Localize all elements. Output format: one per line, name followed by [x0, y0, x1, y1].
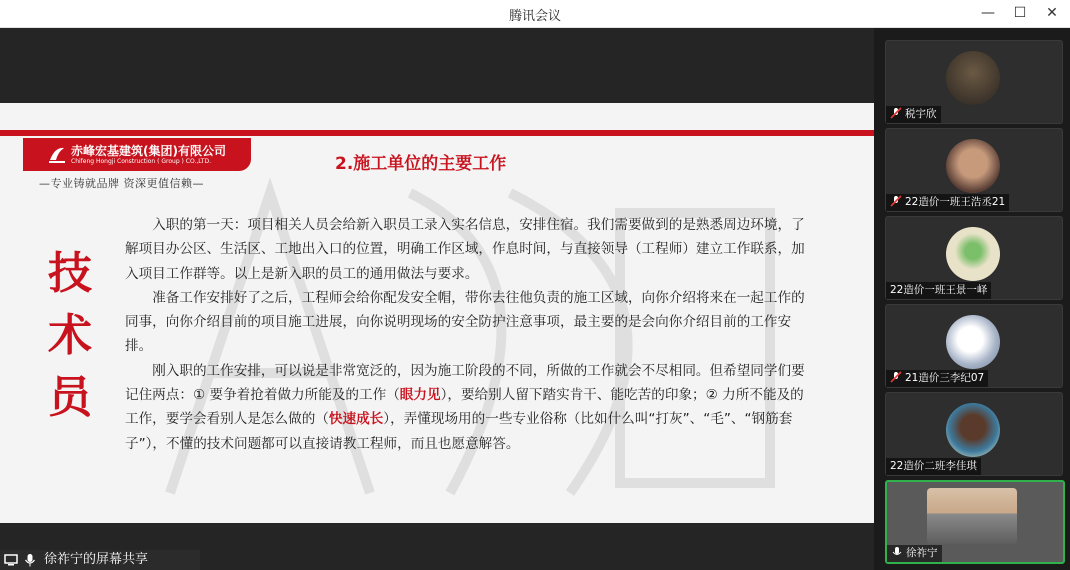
participant-tile[interactable] [885, 216, 1063, 300]
slide-header-line [0, 130, 874, 136]
slide-title: 2.施工单位的主要工作 [335, 154, 507, 174]
avatar [946, 403, 1000, 457]
paragraph-2: 准备工作安排好了之后，工程师会给你配发安全帽，带你去往他负责的施工区域，向你介绍将来在一起工作的同事，向你介绍目前的项目施工进展，向你说明现场的安全防护注意事项，最主要的是会向你介绍目前的工作安排。 [125, 289, 805, 355]
participant-name: 21造价三李纪07 [905, 372, 985, 384]
participant-tile[interactable] [885, 40, 1063, 124]
participant-panel [874, 28, 1070, 570]
avatar [946, 315, 1000, 369]
window-title: 腾讯会议 [508, 9, 561, 24]
minimize-button[interactable]: — [981, 5, 995, 21]
company-name-en: Chifeng Hongji Construction ( Group ) CO.,LTD. [71, 158, 211, 165]
close-button[interactable]: ✕ [1046, 5, 1058, 21]
participant-tile[interactable] [885, 128, 1063, 212]
paragraph-3: 刚入职的工作安排，可以说是非常宽泛的，因为施工阶段的不同，所做的工作就会不尽相同。但希望同学们要记住两点：① 要争着抢着做力所能及的工作（眼力见），要给别人留下踏实肯干、能吃苦的印象；② 力所不能及的工作，要学会看别人是怎么做的（快速成长），弄懂现场用的一些专业俗称（比如什么叫“打灰”、“毛”、“钢筋套子”），不懂的技术问题都可以直接请教工程师，而且也愿意解答。 [125, 362, 805, 452]
company-logo [23, 138, 251, 171]
avatar [927, 488, 1017, 544]
participant-name: 税宇欣 [905, 108, 937, 120]
screen-icon [4, 554, 18, 566]
avatar [946, 51, 1000, 105]
avatar [946, 227, 1000, 281]
microphone-icon [24, 553, 36, 567]
avatar [946, 139, 1000, 193]
screen-share-label[interactable] [0, 550, 200, 570]
mic-muted-icon [890, 371, 902, 383]
share-label-text: 徐祚宁的屏幕共享 [44, 552, 149, 567]
presentation-slide [0, 103, 874, 523]
participant-tile[interactable] [885, 304, 1063, 388]
highlight-2: 快速成长 [328, 411, 384, 428]
participant-name: 22造价一班王景一峄 [890, 284, 988, 296]
mic-muted-icon [890, 195, 902, 207]
participant-tile[interactable] [885, 392, 1063, 476]
paragraph-1: 入职的第一天：项目相关人员会给新入职员工录入实名信息，安排住宿。我们需要做到的是熟悉周边环境，了解项目办公区、生活区、工地出入口的位置，明确工作区域，作息时间，与直接领导（工程师）建立工作联系，加入项目工作群等。以上是新入职的员工的通用做法与要求。 [125, 217, 805, 282]
title-bar [0, 0, 1070, 28]
microphone-icon [891, 546, 903, 558]
participant-name: 22造价一班王浩丞21 [905, 196, 1006, 208]
vertical-title: 技术员 [48, 248, 92, 423]
mic-muted-icon [890, 107, 902, 119]
highlight-1: 眼力见 [399, 387, 441, 404]
slide-body [125, 213, 805, 456]
shared-screen [0, 28, 874, 570]
participant-name: 22造价二班李佳琪 [890, 460, 977, 472]
participant-name: 徐祚宁 [906, 547, 938, 559]
logo-icon [47, 144, 67, 164]
company-slogan: —专业铸就品牌 资深更值信赖— [39, 177, 204, 190]
company-name: 赤峰宏基建筑(集团)有限公司 [71, 144, 226, 158]
maximize-button[interactable]: ☐ [1013, 5, 1027, 21]
participant-tile-active[interactable] [885, 480, 1065, 564]
